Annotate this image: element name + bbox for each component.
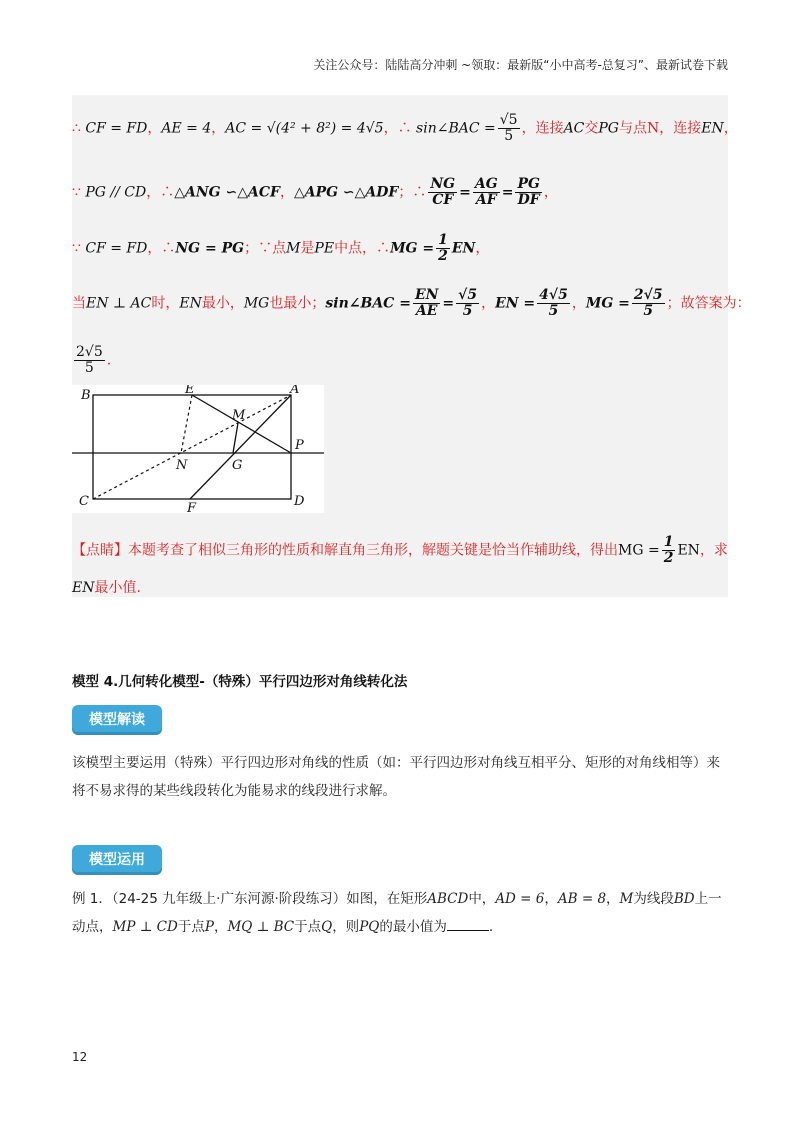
fraction: $\frac{√5}{5}$ xyxy=(458,287,478,319)
key-point-note: 【点睛】本题考查了相似三角形的性质和解直角三角形，解题关键是恰当作辅助线，得出MG = $\frac{1}{2}$ EN，求 xyxy=(72,534,728,566)
rectangle-diagram xyxy=(72,385,324,513)
fraction: $\frac{AG}{AF}$ xyxy=(474,176,498,208)
answer-blank xyxy=(447,918,489,931)
solution-line-4: 当EN ⊥ AC时，EN最小，MG也最小；sin∠BAC = $\frac{EN}{AE}$ = $\frac{√5}{5}$ ，EN = $\frac{4√5}{5}$ ，MG = $\frac{2√5}{5}$ ；故答案为： xyxy=(72,287,751,319)
fraction: $\frac{2√5}{5}$ xyxy=(633,287,663,319)
segment-ep xyxy=(192,395,291,453)
dashed-ac xyxy=(93,395,291,499)
section-title: 模型 4.几何转化模型-（特殊）平行四边形对角线转化法 xyxy=(72,674,408,690)
fraction: $\frac{1}{2}$ xyxy=(438,232,448,264)
geometry-figure xyxy=(72,385,324,513)
dashed-en xyxy=(181,395,192,453)
fraction: $\frac{√5}{5}$ xyxy=(499,112,518,144)
model-explain-tag: 模型解读 xyxy=(72,705,162,735)
solution-line-1: ∴ CF = FD，AE = 4，AC = √(4² + 8²) = 4√5，∴ sin∠BAC = $\frac{√5}{5}$ ，连接AC交PG与点N，连接EN， xyxy=(72,112,738,144)
label-m: M xyxy=(232,408,246,423)
label-a: A xyxy=(290,385,300,397)
example-1: 例 1．（24-25 九年级上·广东河源·阶段练习）如图，在矩形ABCD中，AD = 6，AB = 8，M为线段BD上一动点，MP ⊥ CD于点P，MQ ⊥ BC于点Q，则PQ的最小值为 . xyxy=(72,891,722,935)
fraction: $\frac{2√5}{5}$ xyxy=(76,344,103,376)
solution-line-2: ∵ PG // CD，∴△ANG ∽△ACF，△APG ∽△ADF；∴ $\frac{NG}{CF}$ = $\frac{AG}{AF}$ = $\frac{PG}{DF}$ ， xyxy=(72,176,558,208)
model-description: 该模型主要运用（特殊）平行四边形对角线的性质（如：平行四边形对角线互相平分、矩形的对角线相等）来将不易求得的某些线段转化为能易求的线段进行求解。 xyxy=(72,755,720,799)
label-d: D xyxy=(294,494,305,509)
label-b: B xyxy=(81,388,91,403)
page-header: 关注公众号：陆陆高分冲刺 ~领取：最新版“小中高考-总复习”、最新试卷下载 xyxy=(313,58,728,72)
segment-mg xyxy=(233,423,238,453)
fraction: $\frac{PG}{DF}$ xyxy=(517,176,540,208)
solution-line-3: ∵ CF = FD，∴NG = PG；∵点M是PE中点，∴MG = $\frac{1}{2}$ EN， xyxy=(72,232,490,264)
solution-box xyxy=(72,95,751,597)
label-f: F xyxy=(187,501,197,513)
model-usage-tag: 模型运用 xyxy=(72,845,162,875)
label-g: G xyxy=(232,458,243,473)
label-e: E xyxy=(185,385,195,397)
page-number: 12 xyxy=(72,1050,88,1064)
label-n: N xyxy=(176,458,188,473)
rectangle-abcd xyxy=(93,395,291,499)
label-p: P xyxy=(295,438,304,453)
fraction: $\frac{NG}{CF}$ xyxy=(430,176,456,208)
label-c: C xyxy=(79,494,89,509)
fraction: $\frac{4√5}{5}$ xyxy=(539,287,568,319)
key-point-note-line2: EN最小值. xyxy=(72,580,141,596)
solution-line-5: $\frac{2√5}{5}$ . xyxy=(76,344,112,376)
fraction: $\frac{EN}{AE}$ xyxy=(414,287,439,319)
fraction: $\frac{1}{2}$ xyxy=(663,534,674,566)
